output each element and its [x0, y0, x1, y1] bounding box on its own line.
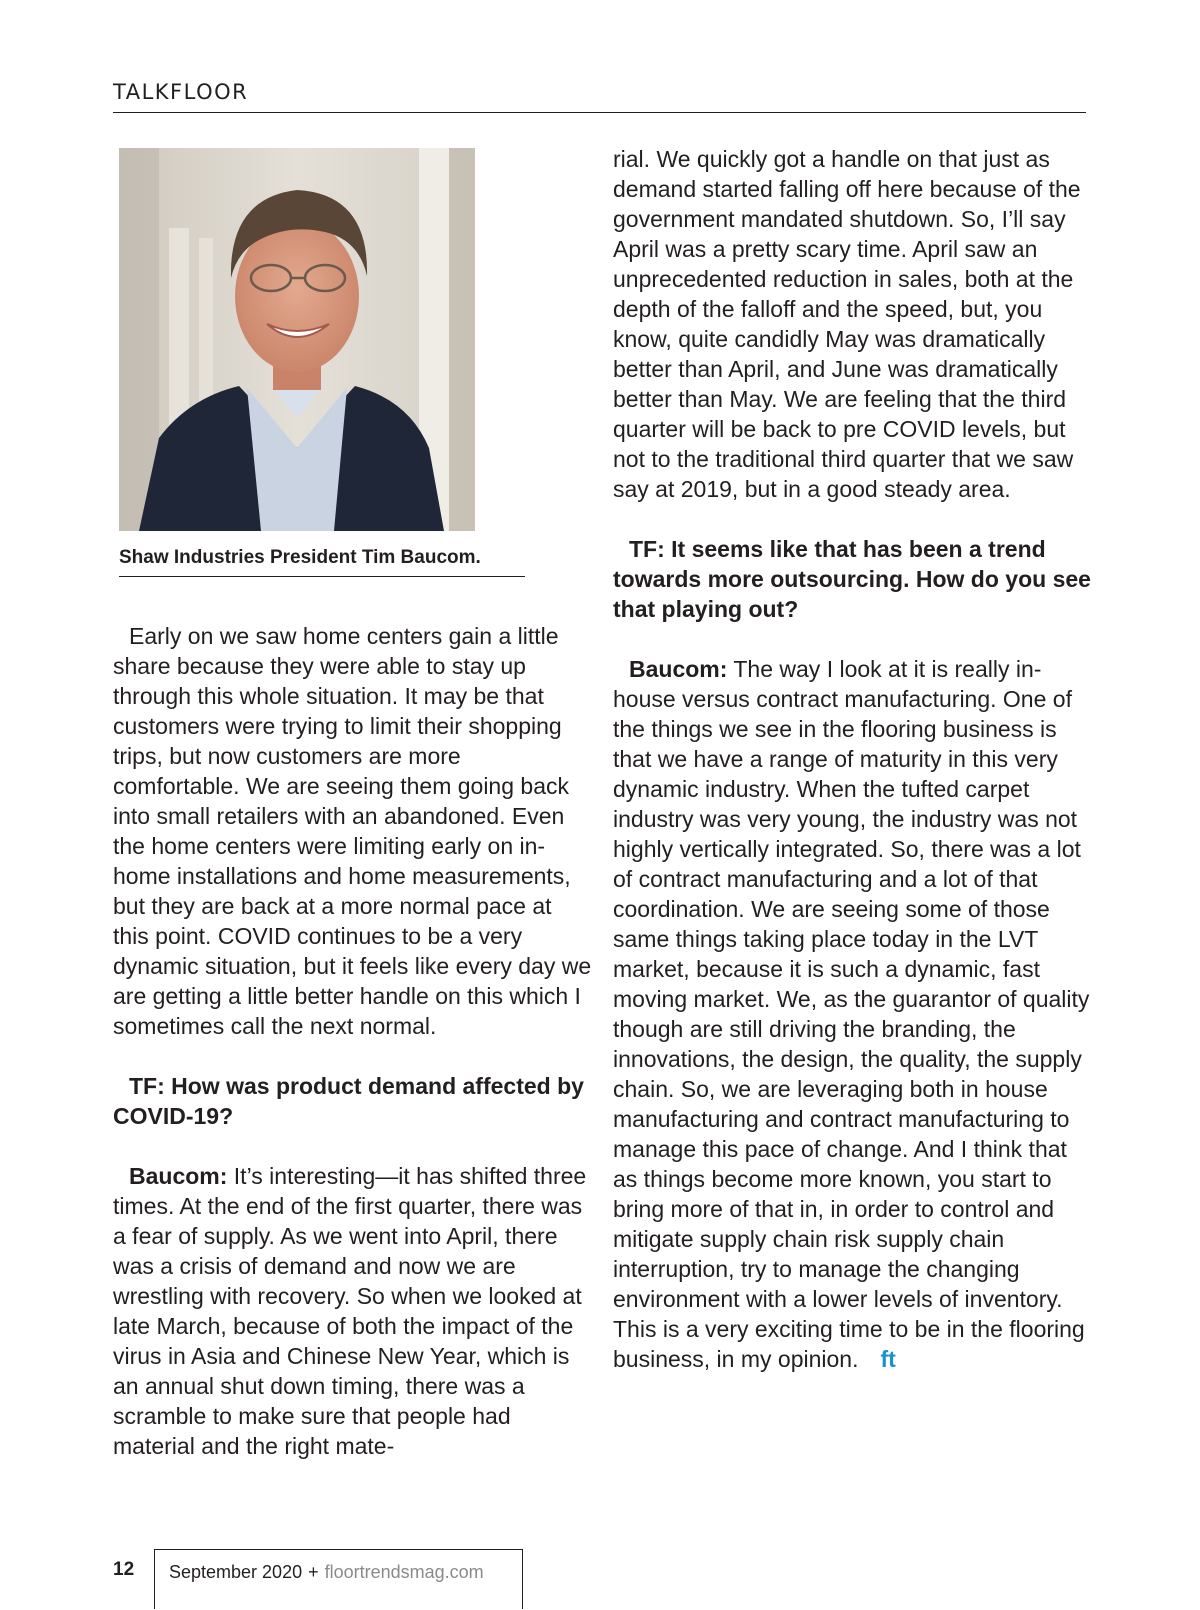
header-rule	[113, 112, 1086, 113]
page-number: 12	[113, 1559, 135, 1580]
answer-text: It’s interesting—it has shifted three times. At the end of the first quarter, there was a fear of supply. As we went into April, there was a crisis of demand and now we are wrestling with recovery. So when we looked at late March, because of both the impact of the virus in Asia and Chinese New Year, which is an annual shut down timing, there was a scramble to make sure that people had material and the right mate-	[113, 1163, 587, 1459]
photo-caption: Shaw Industries President Tim Baucom.	[119, 547, 481, 568]
body-paragraph: rial. We quickly got a handle on that just as demand started falling off here because of the government mandated shutdown. So, I’ll say April was a pretty scary time. April saw an unprecedented reduction in sales, both at the depth of the falloff and the speed, but, you know, quite candidly May was dramatically better than April, and June was dramatically better than May. We are feeling that the third quarter will be back to pre COVID levels, but not to the traditional third quarter that we saw say at 2019, but in a good steady area.	[613, 146, 1081, 502]
answer-text: The way I look at it is really in-house versus contract manufacturing. One of the things we see in the flooring business is that we have a range of maturity in this very dynamic industry. When the tufted carpet industry was very young, the industry was not highly vertically integrated. So, there was a lot of contract manufacturing and a lot of that coordination. We are seeing some of those same things taking place today in the LVT market, because it is such a dynamic, fast moving market. We, as the guarantor of quality though are still driving the branding, the innovations, the design, the quality, the supply chain. So, we are leveraging both in house manufacturing and contract manufacturing to manage this pace of change. And I think that as things become more known, you start to bring more of that in, in order to control and mitigate supply chain risk supply chain interruption, try to manage the changing environment with a lower levels of inventory. This is a very exciting time to be in the flooring business, in my opinion.	[613, 656, 1090, 1372]
page-footer	[113, 1549, 523, 1610]
caption-rule	[119, 576, 525, 577]
speaker-label: Baucom:	[629, 656, 728, 682]
body-paragraph: Early on we saw home centers gain a little share because they were able to stay up through this whole situation. It may be that customers were trying to limit their shopping trips, but now customers are more comfortable. We are seeing them going back into small retailers with an abandoned. Even the home centers were limiting early on in-home installations and home measurements, but they are back at a more normal pace at this point. COVID continues to be a very dynamic situation, but it feels like every day we are getting a little better handle on this which I sometimes call the next normal.	[113, 623, 592, 1039]
portrait-photo	[119, 148, 475, 531]
issue-date: September 2020	[169, 1562, 303, 1582]
footer-box	[154, 1549, 523, 1609]
speaker-label: Baucom:	[129, 1163, 228, 1189]
footer-separator: +	[308, 1562, 319, 1582]
end-mark: ft	[880, 1346, 896, 1372]
website-link[interactable]: floortrendsmag.com	[324, 1562, 484, 1582]
interview-answer	[113, 1161, 593, 1461]
section-label: TALKFLOOR	[113, 80, 249, 104]
interview-question: TF: How was product demand affected by COVID-19?	[113, 1073, 584, 1129]
interview-answer	[613, 654, 1091, 1374]
left-column	[113, 621, 593, 1461]
interview-question: TF: It seems like that has been a trend towards more outsourcing. How do you see that playing out?	[613, 536, 1091, 622]
right-column	[613, 144, 1091, 1374]
footer-text	[169, 1562, 484, 1583]
